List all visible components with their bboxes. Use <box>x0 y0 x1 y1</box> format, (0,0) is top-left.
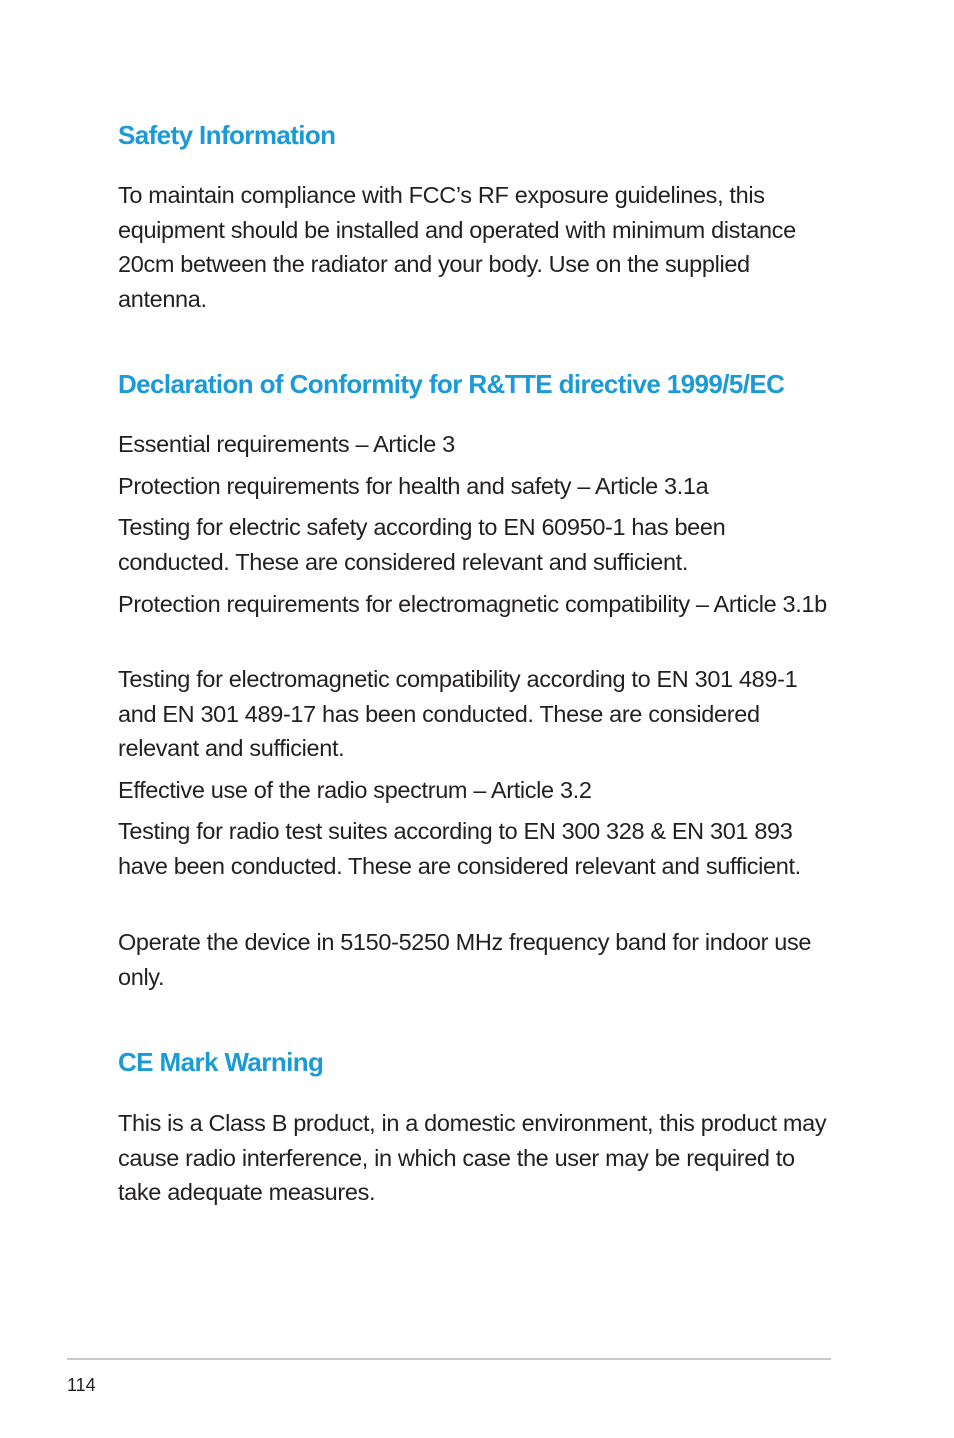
conformity-paragraph-1: Essential requirements – Article 3 <box>118 431 455 457</box>
conformity-paragraph-5: Testing for electromagnetic compatibility according to EN 301 489-1 and EN 301 489-17 has been conducted. These are considered relevant and sufficient. <box>118 666 798 762</box>
conformity-paragraph-4: Protection requirements for electromagnetic compatibility – Article 3.1b <box>118 591 827 617</box>
safety-information-heading: Safety Information <box>118 120 336 150</box>
safety-paragraph: To maintain compliance with FCC’s RF exposure guidelines, this equipment should be installed and operated with minimum distance 20cm between the radiator and your body. Use on the supplied antenna. <box>118 182 796 312</box>
ce-mark-paragraph: This is a Class B product, in a domestic environment, this product may cause radio interference, in which case the user may be required to take adequate measures. <box>118 1110 827 1206</box>
declaration-of-conformity-heading: Declaration of Conformity for R&TTE directive 1999/5/EC <box>118 369 785 399</box>
footer-divider <box>67 1358 831 1360</box>
conformity-paragraph-7: Testing for radio test suites according to EN 300 328 & EN 301 893 have been conducted. These are considered relevant and sufficient. <box>118 818 801 879</box>
conformity-paragraph-2: Protection requirements for health and safety – Article 3.1a <box>118 473 709 499</box>
conformity-paragraph-3: Testing for electric safety according to EN 60950-1 has been conducted. These are considered relevant and sufficient. <box>118 514 726 575</box>
conformity-paragraph-8: Operate the device in 5150-5250 MHz frequency band for indoor use only. <box>118 929 812 990</box>
conformity-paragraph-6: Effective use of the radio spectrum – Article 3.2 <box>118 777 592 803</box>
ce-mark-warning-heading: CE Mark Warning <box>118 1047 324 1077</box>
page-number: 114 <box>67 1375 96 1395</box>
